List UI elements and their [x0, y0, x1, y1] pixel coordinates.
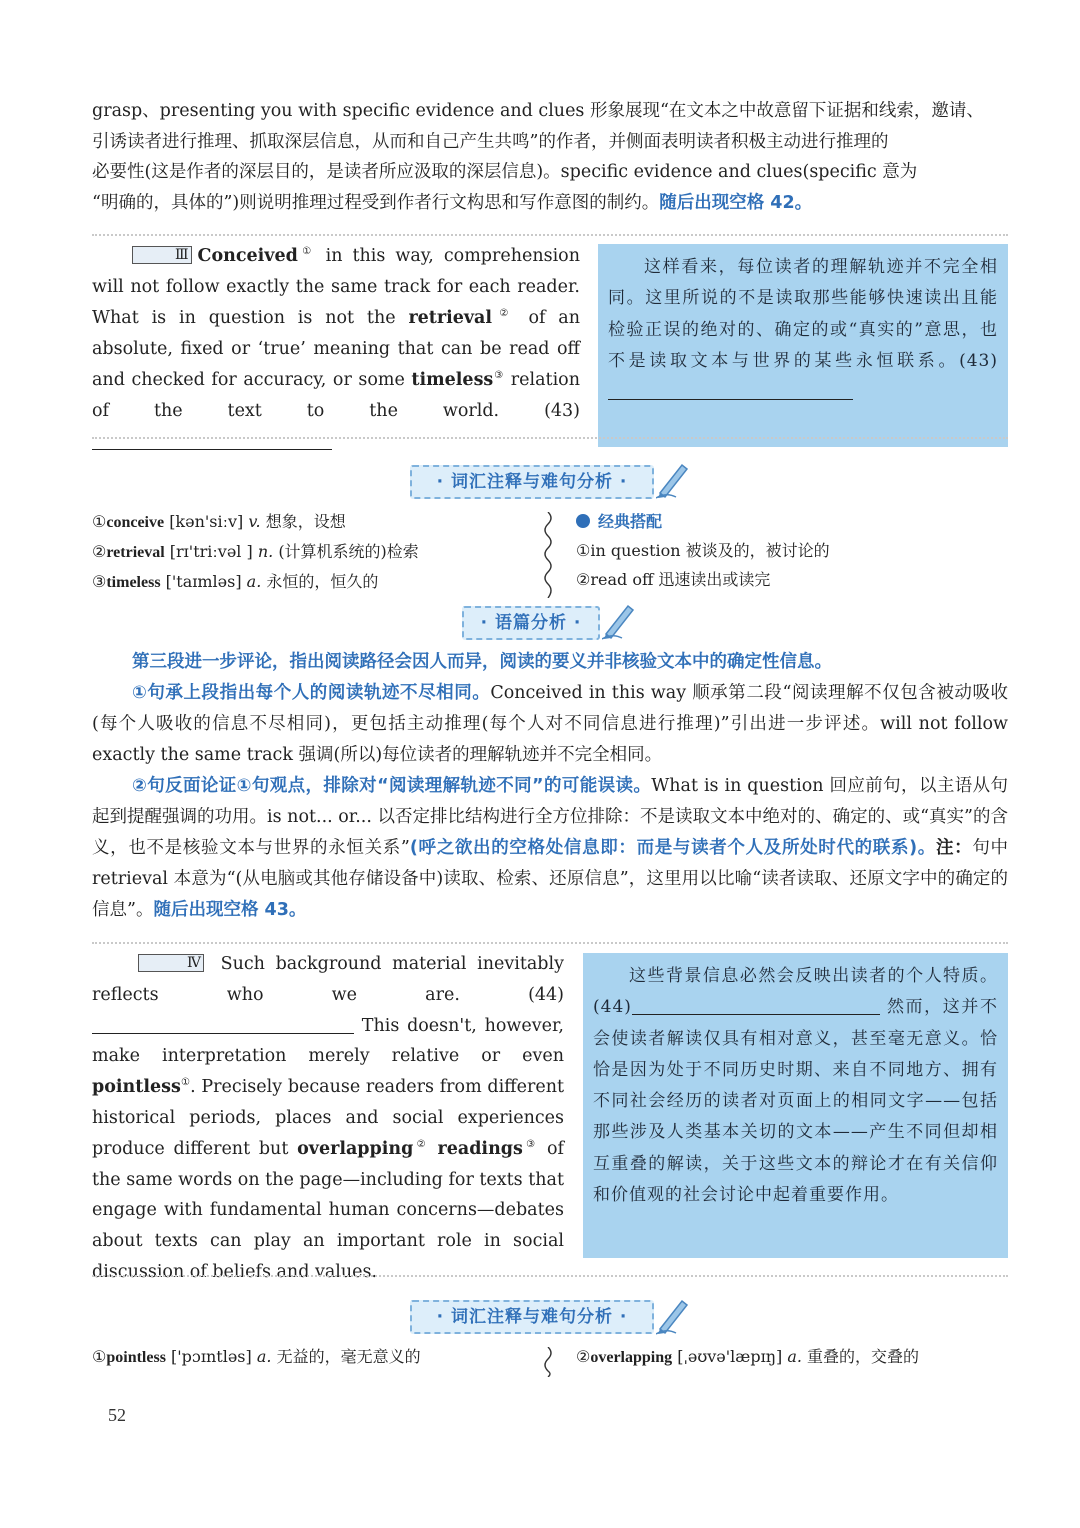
analysis-text: Conceived in this way 顺承第二段“阅读理解不仅包含被动吸收(每个人吸收的信息不尽相同)，更包括主动推理(每个人对不同信息进行推理)”引出进一步评述。will not follow exactly the same track 强调(所以)每位读者的理解轨迹并不完全相同。	[92, 683, 1008, 765]
page-number: 52	[108, 1405, 126, 1425]
paragraph-text: . Precisely because readers from different historical periods, places and social experiences produce different but	[92, 1077, 565, 1159]
vocab-item: ②overlapping [ˌəʊvə'læpɪŋ] a. 重叠的，交叠的	[576, 1347, 920, 1366]
blank-number: (43)	[544, 401, 580, 421]
blank-number: (44)	[593, 997, 632, 1018]
phrase-list	[576, 507, 996, 594]
phrase-item: ②read off 迅速读出或读完	[576, 570, 771, 589]
pen-icon	[656, 1295, 690, 1335]
paragraph-text: in this way, comprehension will not follow exactly the same track for each reader. What is in question is not the	[92, 246, 580, 328]
intro-line-3: 必要性(这是作者的深层目的，是读者所应汲取的深层信息)。specific evidence and clues(specific 意为	[92, 162, 918, 182]
vocab-item: ①pointless ['pɔɪntləs] a. 无益的，毫无意义的	[92, 1347, 421, 1366]
phrase-title: 经典搭配	[576, 507, 996, 536]
bullet-icon	[576, 514, 590, 528]
intro-paragraph	[92, 96, 1008, 218]
paragraph-number: Ⅳ	[138, 954, 204, 972]
intro-line-1: grasp、presenting you with specific evidence and clues 形象展现“在文本之中故意留下证据和线索，邀请、	[92, 101, 984, 121]
vocab-item: ③timeless ['taɪmləs] a. 永恒的，恒久的	[92, 572, 379, 591]
analysis-text: What is in question 回应前句，以主语从句起到提醒强调的功用。is not... or... 以否定排比结构进行全方位排除：不是读取文本中绝对的、确定的、或“真实”的含义，也不是核验文本与世界的永恒关系”	[92, 776, 1008, 858]
divider	[92, 942, 1008, 944]
translation-text: 这些背景信息必然会反映出读者的个人特质。	[629, 966, 998, 986]
intro-line-4: “明确的，具体的”)则说明推理过程受到作者行文构思和写作意图的制约。	[92, 192, 660, 213]
vocab-word: overlapping	[297, 1138, 414, 1159]
vocab-list-1	[92, 507, 532, 597]
analysis-text: 句中 retrieval 本意为“(从电脑或其他存储设备中)读取、检索、还原信息”，这里用以比喻“读者读取、还原文字中的确定的信息”。	[92, 838, 1008, 920]
vocab-word: retrieval	[408, 308, 493, 328]
analysis-highlight: (呼之欲出的空格处信息即：而是与读者个人及所处时代的联系)。	[409, 838, 936, 858]
answer-blank-43[interactable]	[92, 431, 332, 450]
paragraph-text: relation of the text to the world.	[92, 370, 580, 421]
paragraph-3-english	[92, 241, 580, 458]
translation-text: 然而，这并不会使读者解读仅具有相对意义，甚至毫无意义。恰恰是因为处于不同历史时期、来自不同地方、拥有不同社会经历的读者对页面上的相同文字——包括那些涉及人类基本关切的文本——产生不同但却相互重叠的解读，关于这些文本的辩论才在有关信仰和价值观的社会讨论中起着重要作用。	[593, 997, 999, 1206]
analysis-heading: 第三段进一步评论，指出阅读路径会因人而异，阅读的要义并非核验文本中的确定性信息。	[132, 652, 832, 672]
vocab-word: Conceived	[197, 246, 298, 266]
vocab-word: readings	[437, 1138, 523, 1159]
answer-blank-44-translation[interactable]	[632, 996, 880, 1015]
blank-number: (43)	[959, 350, 998, 371]
vocab-word: pointless	[92, 1077, 181, 1098]
translation-box-4	[583, 953, 1008, 1258]
answer-blank-43-translation[interactable]	[608, 381, 853, 400]
paragraph-4-english: Ⅳ Such background material inevitably reflects who we are. (44) This doesn't, however, make interpretation merely relative or even pointless①. Precisely because readers from different historical periods, places and social experiences produce different but overlapping② readings③ of the same words on the page—including for texts that engage with fundamental human concerns—debates about texts can play an important role in social discussion of beliefs and values.	[92, 954, 565, 1282]
divider	[92, 1275, 1008, 1277]
paragraph-number: Ⅲ	[132, 246, 192, 264]
vocab-item: ①conceive [kən'siːv] v. 想象，设想	[92, 512, 346, 531]
blank-43-note: 随后出现空格 43。	[153, 900, 307, 920]
translation-box-3	[598, 244, 1008, 447]
paragraph-text: Such background material inevitably reflects who we are.	[92, 954, 564, 1005]
pen-icon	[602, 600, 636, 640]
intro-line-2: 引诱读者进行推理、抓取深层信息，从而和自己产生共鸣”的作者，并侧面表明读者积极主动进行推理的	[92, 131, 889, 152]
vocab-word: timeless	[411, 370, 494, 390]
note-label: 注：	[935, 838, 973, 858]
analysis-point: ①句承上段指出每个人的阅读轨迹不尽相同。	[132, 683, 491, 703]
analysis-point: ②句反面论证①句观点，排除对“阅读理解轨迹不同”的可能误读。	[132, 776, 652, 796]
blank-42-note: 随后出现空格 42。	[659, 192, 813, 213]
blank-number: (44)	[528, 984, 564, 1005]
footnote-marker: ①	[297, 246, 316, 258]
footnote-marker: ③	[493, 370, 505, 382]
wavy-divider-icon	[541, 1347, 555, 1377]
analysis-section	[92, 647, 1008, 926]
paragraph-text: of the same words on the page—including for texts that engage with fundamental human concerns—debates about texts can play an important role in social discussion of beliefs and values.	[92, 1138, 564, 1282]
translation-text: 这样看来，每位读者的理解轨迹并不完全相同。这里所说的不是读取那些能够快速读出且能检验正误的绝对的、确定的或“真实的”意思，也不是读取文本与世界的某些永恒联系。	[608, 257, 998, 371]
vocab-item: ②retrieval [rɪ'triːvəl ] n. (计算机系统的)检索	[92, 542, 419, 561]
wavy-divider-icon	[541, 512, 555, 598]
divider	[92, 437, 1008, 439]
pen-icon	[656, 459, 690, 499]
phrase-item: ①in question 被谈及的，被讨论的	[576, 541, 830, 560]
paragraph-text: This doesn't, however, make interpretation merely relative or even	[92, 1015, 564, 1067]
answer-blank-44[interactable]	[92, 1015, 354, 1034]
divider	[92, 234, 1008, 236]
vocab-banner: · 词汇注释与难句分析 ·	[410, 1300, 654, 1334]
discourse-banner: · 语篇分析 ·	[462, 606, 600, 640]
footnote-marker: ②	[492, 308, 516, 320]
vocab-banner: · 词汇注释与难句分析 ·	[410, 465, 654, 499]
paragraph-text: of an absolute, fixed or ‘true’ meaning that can be read off and checked for accuracy, or some	[92, 308, 581, 390]
